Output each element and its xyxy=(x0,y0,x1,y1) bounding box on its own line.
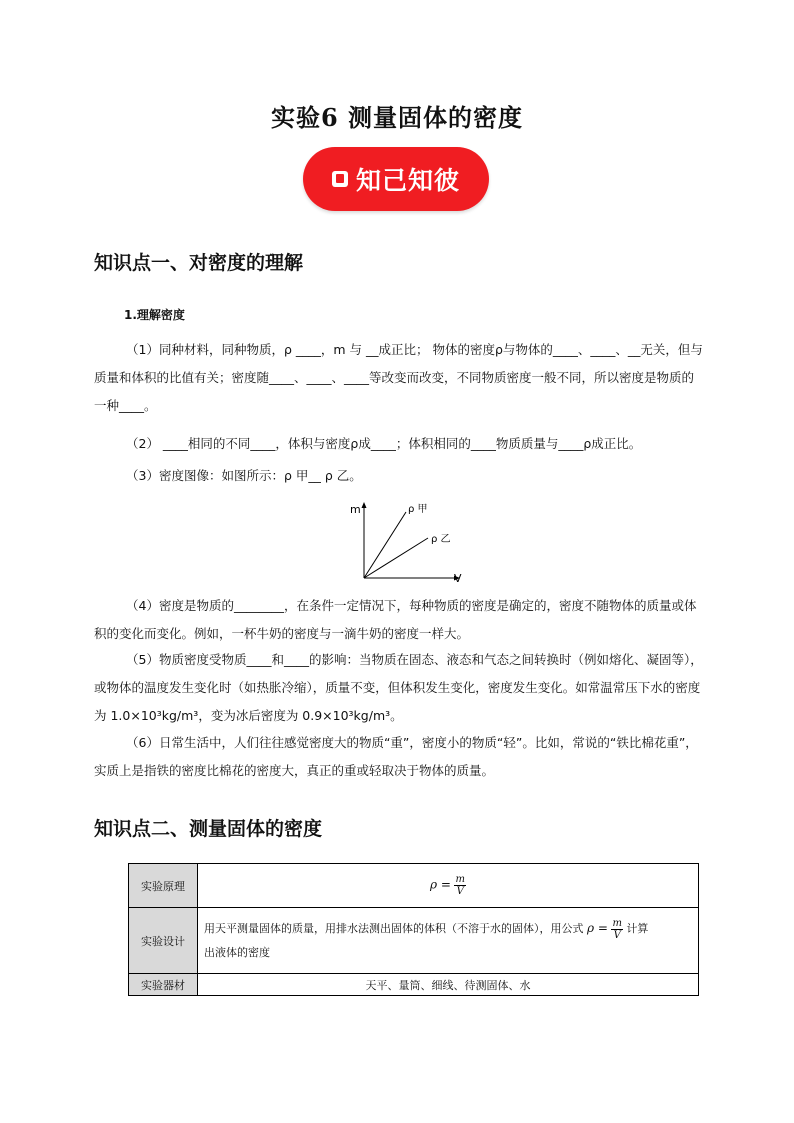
x-axis-label: V xyxy=(454,572,462,585)
density-graph xyxy=(340,498,480,586)
section-badge xyxy=(303,147,489,211)
table-row xyxy=(129,974,699,996)
table-label-principle: 实验原理 xyxy=(129,864,198,908)
paragraph-4: （4）密度是物质的________，在条件一定情况下，每种物质的密度是确定的，密度不随物体的质量或体积的变化而变化。例如，一杯牛奶的密度与一滴牛奶的密度一样大。 xyxy=(94,598,697,641)
formula-fraction: $\frac{m}{V}$ xyxy=(455,874,465,897)
experiment-table xyxy=(128,863,699,996)
line-yi-label: ρ 乙 xyxy=(431,534,451,545)
table-cell-design: 用天平测量固体的质量，用排水法测出固体的体积（不溶于水的固体），用公式 ρ = $\frac{m}{V}$ 计算 出液体的密度 xyxy=(198,908,699,974)
paragraph-1: （1）同种材料，同种物质，ρ ____，m 与 __成正比； 物体的密度ρ与物体的____、____、__无关，但与质量和体积的比值有关；密度随____、____、____等改变而改变，不同物质密度一般不同，所以密度是物质的一种____。 xyxy=(94,342,703,413)
y-axis-label: m xyxy=(350,503,361,516)
table-label-equipment: 实验器材 xyxy=(129,974,198,996)
page-title: 实验6 测量固体的密度 xyxy=(270,103,524,132)
table-row xyxy=(129,864,699,908)
section-heading-1: 知识点一、对密度的理解 xyxy=(94,252,304,274)
line-yi xyxy=(364,538,428,578)
section-heading-2: 知识点二、测量固体的密度 xyxy=(94,818,323,840)
paragraph-2: （2） ____相同的不同____，体积与密度ρ成____；体积相同的____物质质量与____ρ成正比。 xyxy=(126,436,642,451)
subheading-understand-density: 1.理解密度 xyxy=(124,308,185,322)
table-cell-formula: ρ = $\frac{m}{V}$ xyxy=(198,864,699,908)
formula-fraction: $\frac{m}{V}$ xyxy=(612,917,622,941)
y-axis-arrow xyxy=(362,502,367,508)
table-label-design: 实验设计 xyxy=(129,908,198,974)
table-cell-equipment: 天平、量筒、细线、待测固体、水 xyxy=(198,974,699,996)
paragraph-6: （6）日常生活中，人们往往感觉密度大的物质“重”，密度小的物质“轻”。比如，常说的“铁比棉花重”，实质上是指铁的密度比棉花的密度大，真正的重或轻取决于物体的质量。 xyxy=(94,735,698,778)
badge-label: 知己知彼 xyxy=(355,166,460,195)
paragraph-5: （5）物质密度受物质____和____的影响：当物质在固态、液态和气态之间转换时（例如熔化、凝固等），或物体的温度发生变化时（如热胀冷缩），质量不变，但体积发生变化，密度发生变化。如常温常压下水的密度为 1.0×10³kg/m³，变为冰后密度为 0.9×10³kg/m³。 xyxy=(94,652,703,723)
paragraph-3: （3）密度图像：如图所示：ρ 甲__ ρ 乙。 xyxy=(126,468,362,483)
line-jia xyxy=(364,512,406,578)
line-jia-label: ρ 甲 xyxy=(408,504,428,515)
table-row xyxy=(129,908,699,974)
book-icon xyxy=(332,171,348,187)
